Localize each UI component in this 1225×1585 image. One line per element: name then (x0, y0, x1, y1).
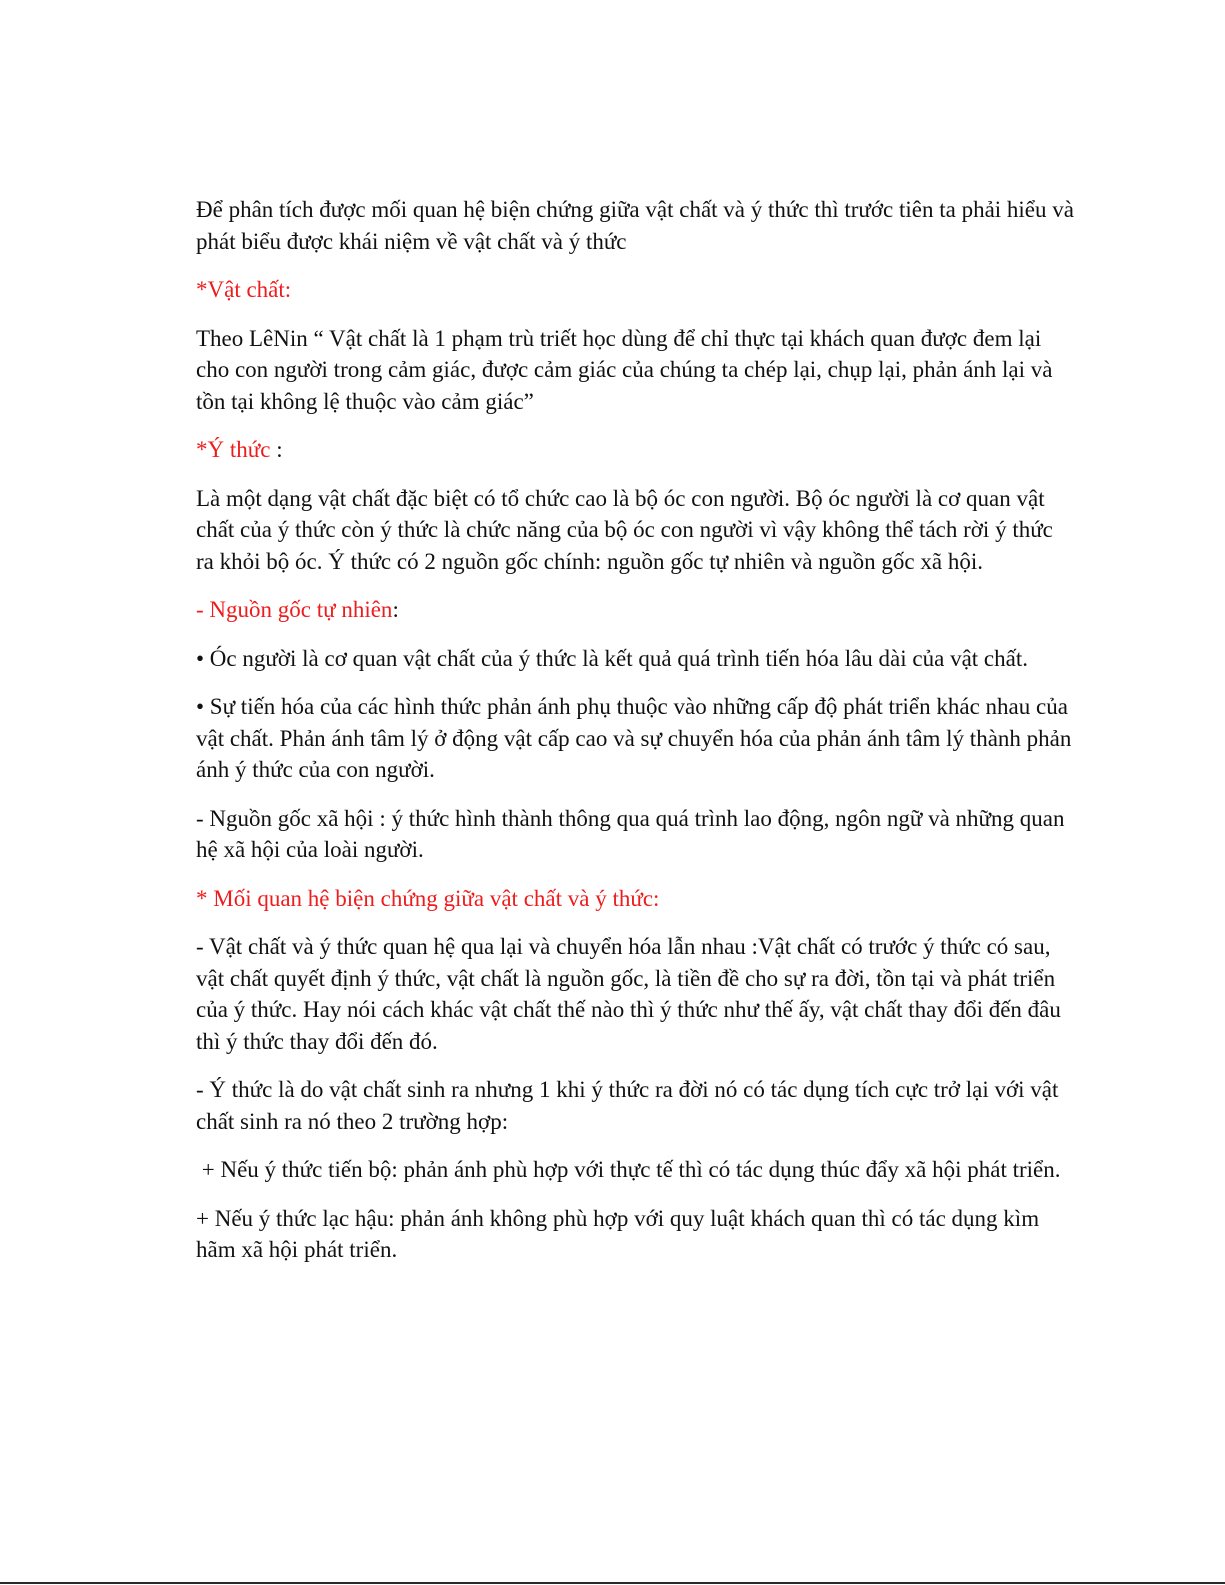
page-bottom-divider (0, 1582, 1225, 1584)
social-origin-paragraph: - Nguồn gốc xã hội : ý thức hình thành thông qua quá trình lao động, ngôn ngữ và những quan hệ xã hội của loài người. (196, 805, 1065, 862)
document-body (196, 194, 1076, 1283)
natural-origin-bullet-2: • Sự tiến hóa của các hình thức phản ánh phụ thuộc vào những cấp độ phát triển khác nhau của vật chất. Phản ánh tâm lý ở động vật cấp cao và sự chuyển hóa của phản ánh tâm lý thành phản ánh ý thức của con người. (196, 694, 1072, 782)
consciousness-heading (196, 434, 1076, 466)
matter-definition: Theo LêNin “ Vật chất là 1 phạm trù triết học dùng để chỉ thực tại khách quan được đem lại cho con người trong cảm giác, được cảm giác của chúng ta chép lại, chụp lại, phản ánh lại và tồn tại không lệ thuộc vào cảm giác” (196, 325, 1053, 414)
natural-origin-heading-text: - Nguồn gốc tự nhiên (196, 597, 393, 622)
natural-origin-heading (196, 594, 1076, 626)
relation-case-2: + Nếu ý thức lạc hậu: phản ánh không phù hợp với quy luật khách quan thì có tác dụng kìm hãm xã hội phát triển. (196, 1205, 1040, 1262)
consciousness-heading-text: *Ý thức (196, 437, 271, 462)
relation-heading (196, 883, 1076, 915)
relation-case-1: + Nếu ý thức tiến bộ: phản ánh phù hợp với thực tế thì có tác dụng thúc đẩy xã hội phát triển. (196, 1157, 1061, 1182)
relation-heading-text: * Mối quan hệ biện chứng giữa vật chất và ý thức: (196, 885, 660, 911)
matter-heading (196, 274, 1076, 306)
natural-origin-heading-suffix: : (392, 597, 399, 622)
relation-point-2: - Ý thức là do vật chất sinh ra nhưng 1 khi ý thức ra đời nó có tác dụng tích cực trở lại với vật chất sinh ra nó theo 2 trường hợp: (196, 1077, 1059, 1134)
consciousness-heading-suffix: : (270, 437, 283, 462)
matter-heading-text: *Vật chất: (196, 277, 292, 302)
relation-point-1: - Vật chất và ý thức quan hệ qua lại và chuyển hóa lẫn nhau :Vật chất có trước ý thức có sau, vật chất quyết định ý thức, vật chất là nguồn gốc, là tiền đề cho sự ra đời, tồn tại và phát triển của ý thức. Hay nói cách khác vật chất thế nào thì ý thức như thế ấy, vật chất thay đổi đến đâu thì ý thức thay đổi đến đó. (196, 934, 1061, 1054)
intro-paragraph: Để phân tích được mối quan hệ biện chứng giữa vật chất và ý thức thì trước tiên ta phải hiểu và phát biểu được khái niệm về vật chất và ý thức (196, 197, 1074, 254)
consciousness-definition: Là một dạng vật chất đặc biệt có tổ chức cao là bộ óc con người. Bộ óc người là cơ quan vật chất của ý thức còn ý thức là chức năng của bộ óc con người vì vậy không thể tách rời ý thức ra khỏi bộ óc. Ý thức có 2 nguồn gốc chính: nguồn gốc tự nhiên và nguồn gốc xã hội. (196, 485, 1053, 574)
natural-origin-bullet-1: • Óc người là cơ quan vật chất của ý thức là kết quả quá trình tiến hóa lâu dài của vật chất. (196, 645, 1028, 671)
